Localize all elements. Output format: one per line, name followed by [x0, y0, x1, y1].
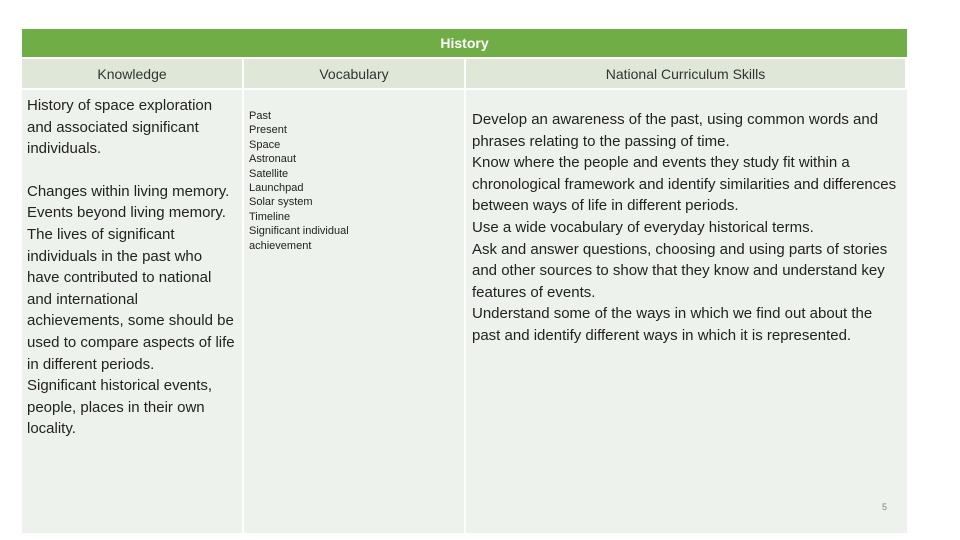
skill-item: Ask and answer questions, choosing and using parts of stories and other sources to show that they know and understand key features of events. [472, 240, 888, 301]
page-number: 5 [881, 502, 887, 513]
skill-item: Know where the people and events they study fit within a chronological framework and identify similarities and differences between ways of life in different periods. [472, 154, 897, 215]
vocabulary-cell [244, 90, 466, 533]
vocab-item: Satellite [249, 167, 289, 180]
vocab-item: Space [249, 138, 281, 151]
knowledge-cell [22, 90, 244, 533]
skill-item: Use a wide vocabulary of everyday historical terms. [472, 218, 814, 236]
knowledge-item: Changes within living memory. [27, 182, 230, 200]
vocab-item: Launchpad [249, 182, 304, 195]
vocab-item: Present [249, 124, 287, 137]
vocab-item: Timeline [249, 210, 291, 223]
header-skills: National Curriculum Skills [466, 59, 907, 88]
vocab-item: Solar system [249, 196, 313, 209]
vocab-item: Past [249, 110, 272, 122]
knowledge-item: Significant historical events, people, places in their own locality. [27, 377, 213, 438]
vocab-item: Astronaut [249, 153, 297, 166]
knowledge-item: Events beyond living memory. [27, 204, 226, 222]
knowledge-item: The lives of significant individuals in the past who have contributed to national and international achievements, some should be used to compare aspects of life in different periods. [27, 225, 235, 373]
header-vocabulary: Vocabulary [244, 59, 466, 88]
skills-cell [466, 90, 907, 533]
knowledge-item: History of space exploration and associated significant individuals. [27, 97, 213, 158]
vocab-item: Significant individual achievement [249, 225, 349, 252]
history-curriculum-table [22, 29, 907, 533]
table-title: History [22, 29, 907, 57]
header-knowledge: Knowledge [22, 59, 244, 88]
skill-item: Understand some of the ways in which we find out about the past and identify different ways in which it is represented. [472, 305, 873, 344]
skill-item: Develop an awareness of the past, using common words and phrases relating to the passing of time. [472, 111, 879, 150]
